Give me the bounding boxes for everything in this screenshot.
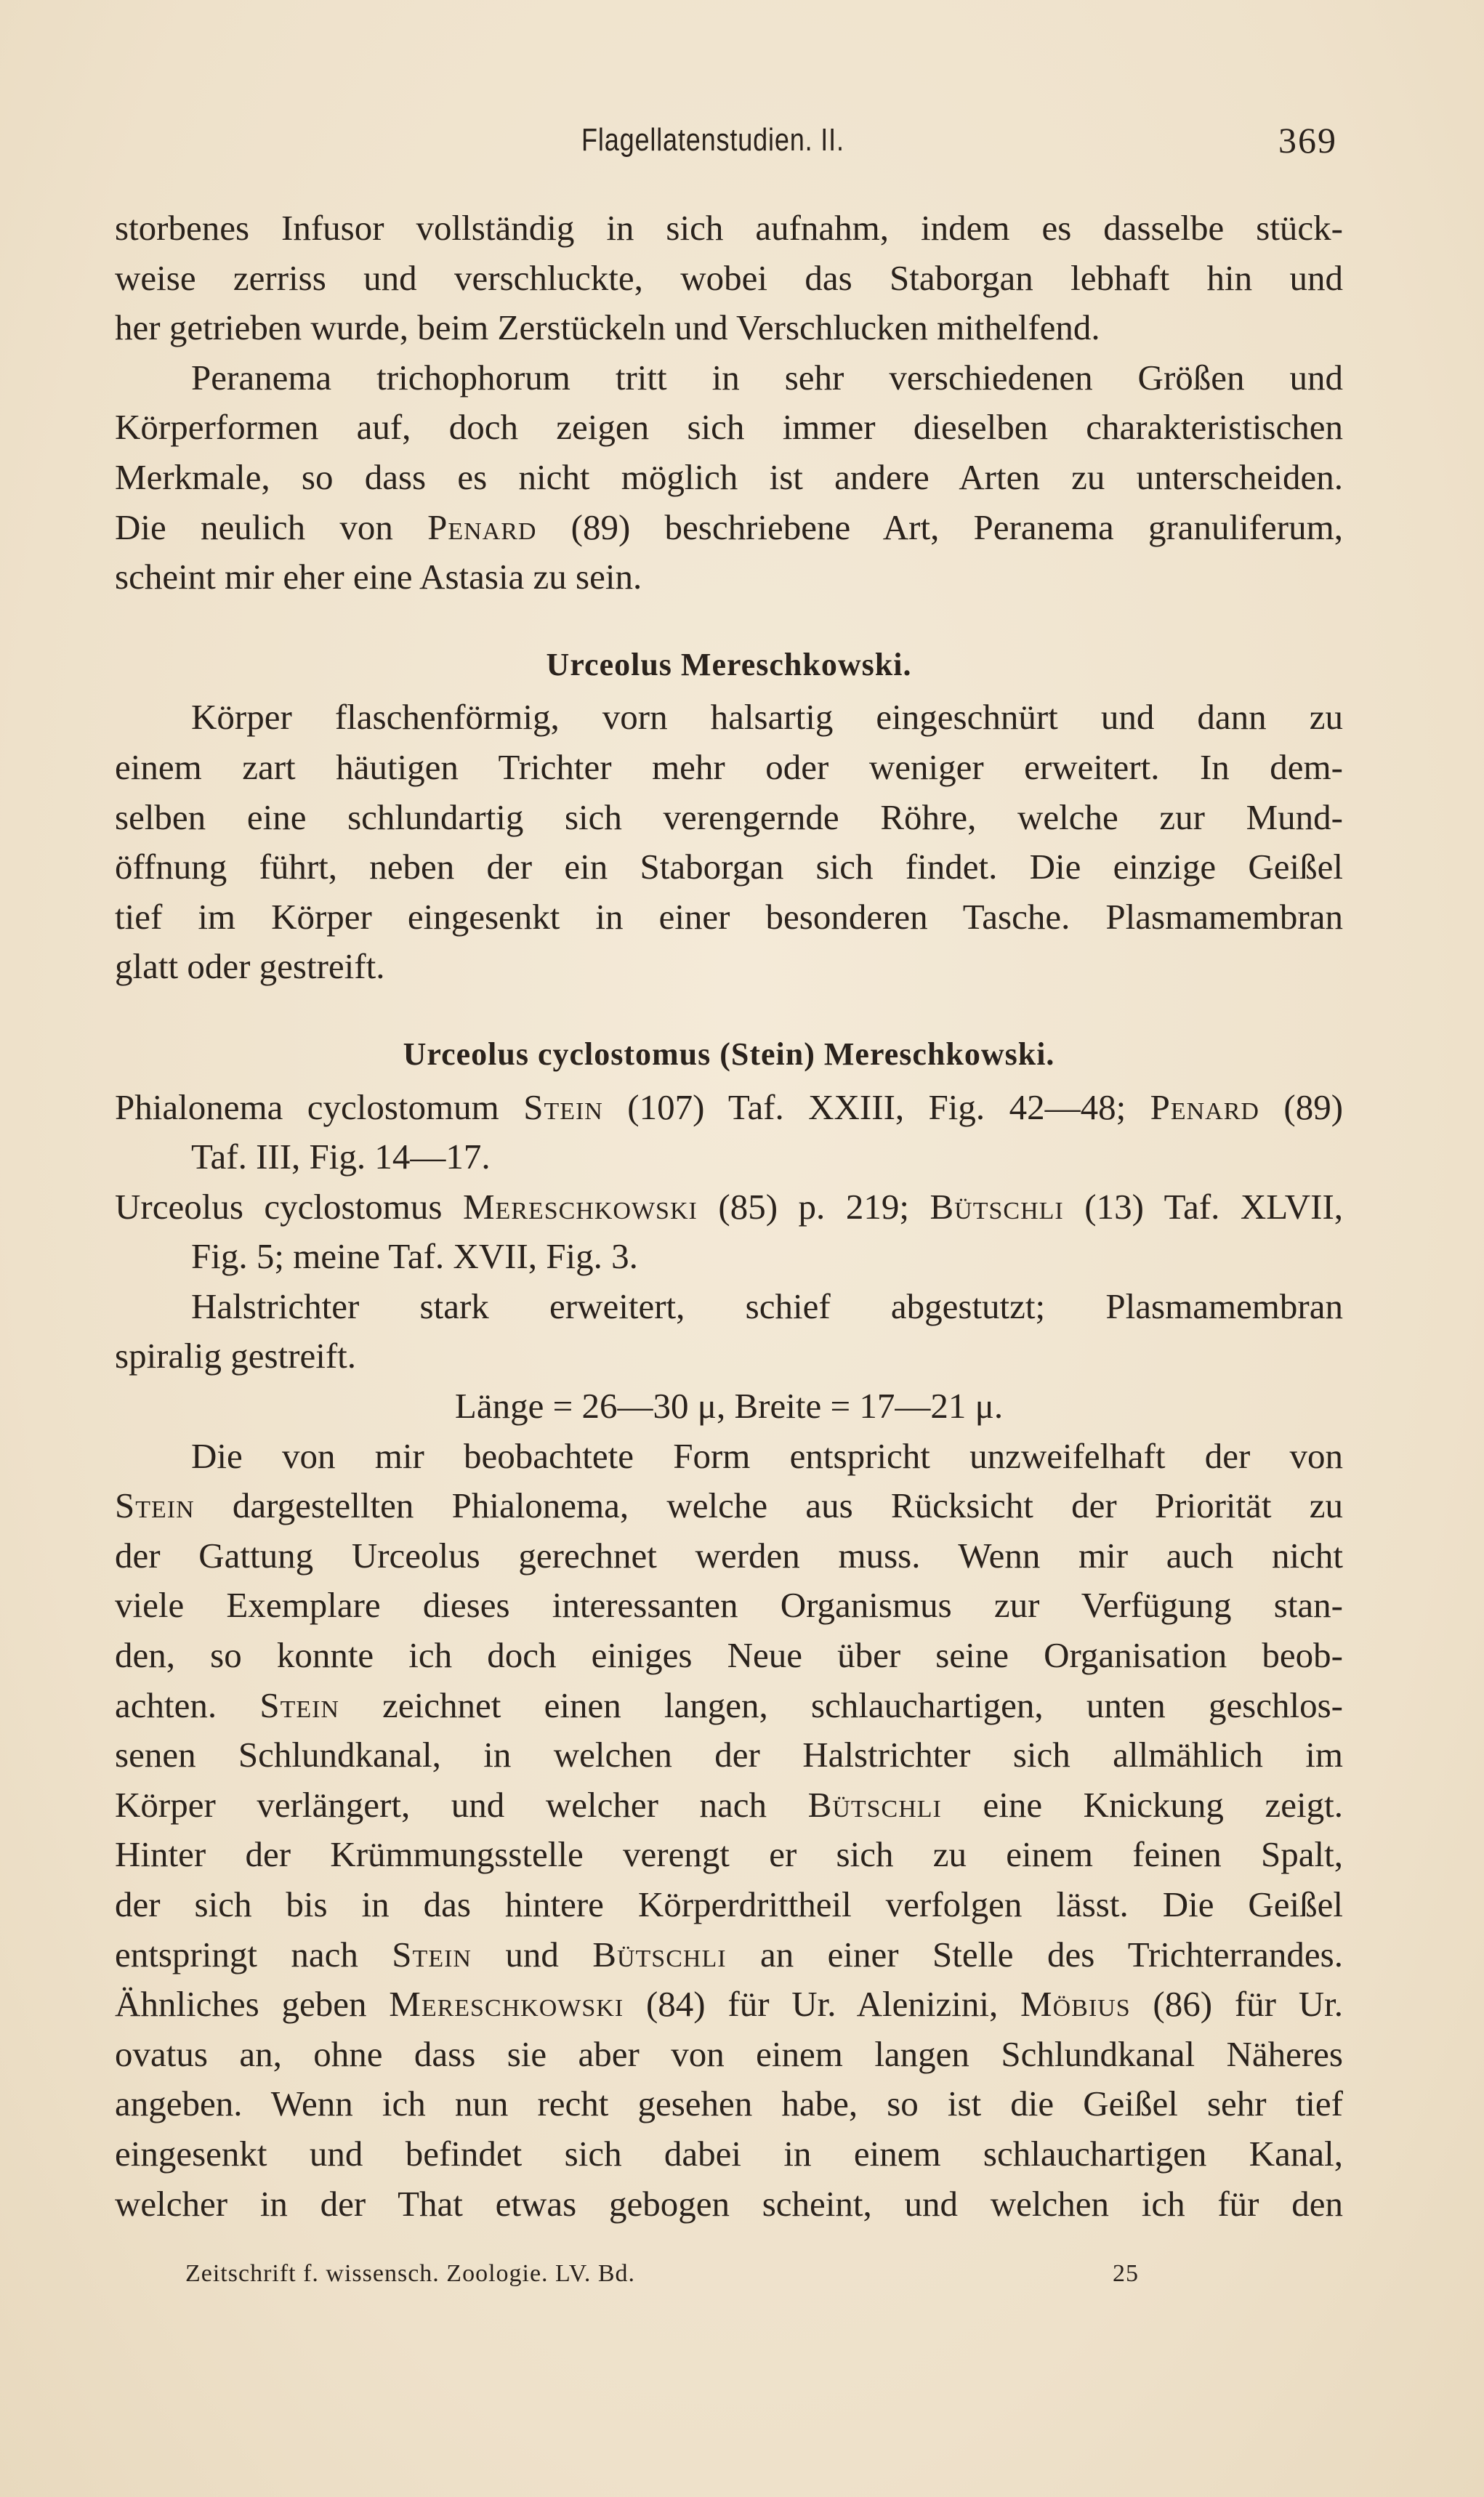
text-run: achten. — [115, 1685, 260, 1725]
author-name: Stein — [392, 1934, 472, 1974]
text-line: den, so konnte ich doch einiges Neue über seine Organisation beob- — [115, 1635, 1343, 1676]
text-line: glatt oder gestreift. — [115, 946, 385, 987]
author-name: Stein — [259, 1685, 339, 1725]
measurements: Länge = 26—30 μ, Breite = 17—21 μ. — [454, 1386, 1004, 1427]
text-line — [115, 1980, 1343, 2030]
synonymy-line — [115, 1083, 1343, 1133]
synonymy-line: Taf. III, Fig. 14—17. — [191, 1137, 491, 1177]
text-run: Körper verlängert, und welcher nach — [115, 1784, 808, 1825]
running-head — [109, 122, 1337, 173]
journal-title: Zeitschrift f. wissensch. Zoologie. LV. Bd. — [185, 2260, 636, 2287]
text-line: selben eine schlundartig sich verengernde Röhre, welche zur Mund- — [115, 796, 1343, 837]
body-text — [115, 203, 1343, 2229]
text-line: her getrieben wurde, beim Zerstückeln und Verschlucken mithelfend. — [115, 307, 1100, 348]
text-line: Hinter der Krümmungsstelle verengt er sich zu einem feinen Spalt, — [115, 1834, 1343, 1875]
text-line: welcher in der That etwas gebogen scheint, und welchen ich für den — [115, 2183, 1343, 2224]
author-name: Mereschkowski — [462, 1186, 698, 1227]
text-line: Halstrichter stark erweitert, schief abgestutzt; Plasmamembran — [191, 1286, 1343, 1326]
page-footer — [185, 2260, 1203, 2304]
text-run: (86) für Ur. — [1130, 1984, 1343, 2025]
species-heading: Urceolus cyclostomus (Stein) Mereschkowski. — [403, 1036, 1055, 1072]
author-name: Stein — [115, 1485, 195, 1526]
text-run: (13) Taf. XLVII, — [1063, 1186, 1344, 1227]
text-line — [115, 1930, 1343, 1980]
text-run: (89) beschriebene Art, Peranema granuliferum, — [536, 507, 1343, 547]
text-line: ovatus an, ohne dass sie aber von einem langen Schlundkanal Näheres — [115, 2033, 1343, 2074]
text-run: (89) — [1259, 1086, 1344, 1127]
text-line: Körper flaschenförmig, vorn halsartig eingeschnürt und dann zu — [191, 697, 1343, 738]
synonymy-line — [115, 1182, 1343, 1233]
page-number: 369 — [1278, 120, 1337, 161]
text-line: Körperformen auf, doch zeigen sich immer dieselben charakteristischen — [115, 407, 1343, 448]
text-line: der sich bis in das hintere Körperdrittheil verfolgen lässt. Die Geißel — [115, 1884, 1343, 1924]
author-name: Möbius — [1020, 1984, 1131, 2025]
text-run: Ähnliches geben — [115, 1984, 390, 2025]
text-line: viele Exemplare dieses interessanten Organismus zur Verfügung stan- — [115, 1585, 1343, 1626]
synonymy-line: Fig. 5; meine Taf. XVII, Fig. 3. — [191, 1236, 638, 1277]
genus-heading: Urceolus Mereschkowski. — [546, 646, 912, 682]
author-name: Mereschkowski — [389, 1984, 624, 2025]
text-run: entspringt nach — [115, 1934, 392, 1974]
text-line: storbenes Infusor vollständig in sich aufnahm, indem es dasselbe stück- — [115, 208, 1343, 248]
text-line — [115, 1681, 1343, 1731]
author-name: Penard — [427, 507, 537, 547]
author-name: Bütschli — [807, 1784, 942, 1825]
text-line: spiralig gestreift. — [115, 1336, 357, 1376]
text-line — [115, 1481, 1343, 1531]
text-run: zeichnet einen langen, schlauchartigen, unten geschlos- — [339, 1685, 1344, 1725]
author-name: Stein — [523, 1086, 603, 1127]
text-run: Phialonema cyclostomum — [115, 1086, 524, 1127]
text-line: weise zerriss und verschluckte, wobei das Staborgan lebhaft hin und — [115, 257, 1343, 298]
text-line: eingesenkt und befindet sich dabei in einem schlauchartigen Kanal, — [115, 2133, 1343, 2174]
text-run: Urceolus cyclostomus — [115, 1186, 463, 1227]
text-line: Merkmale, so dass es nicht möglich ist andere Arten zu unterscheiden. — [115, 456, 1343, 497]
text-line: angeben. Wenn ich nun recht gesehen habe, so ist die Geißel sehr tief — [115, 2083, 1343, 2124]
text-line — [115, 1780, 1343, 1831]
author-name: Bütschli — [592, 1934, 727, 1974]
text-line — [115, 503, 1343, 553]
author-name: Penard — [1150, 1086, 1259, 1127]
text-line: scheint mir eher eine Astasia zu sein. — [115, 557, 642, 597]
text-line: tief im Körper eingesenkt in einer besonderen Tasche. Plasmamembran — [115, 896, 1343, 937]
text-line: einem zart häutigen Trichter mehr oder weniger erweitert. In dem- — [115, 746, 1343, 787]
text-run: an einer Stelle des Trichterrandes. — [726, 1934, 1343, 1974]
running-title: Flagellatenstudien. II. — [581, 122, 844, 158]
text-run: (84) für Ur. Alenizini, — [624, 1984, 1021, 2025]
text-run: dargestellten Phialonema, welche aus Rücksicht der Priorität zu — [194, 1485, 1343, 1526]
text-run: eine Knickung zeigt. — [941, 1784, 1343, 1825]
text-run: (85) p. 219; — [697, 1186, 930, 1227]
text-line: Peranema trichophorum tritt in sehr verschiedenen Größen und — [191, 357, 1343, 398]
text-line: senen Schlundkanal, in welchen der Halstrichter sich allmählich im — [115, 1735, 1343, 1775]
text-line: der Gattung Urceolus gerechnet werden muss. Wenn mir auch nicht — [115, 1535, 1343, 1576]
signature-mark: 25 — [1113, 2260, 1139, 2287]
text-run: und — [471, 1934, 593, 1974]
text-run: Die neulich von — [115, 507, 428, 547]
text-line: öffnung führt, neben der ein Staborgan sich findet. Die einzige Geißel — [115, 847, 1343, 887]
text-line: Die von mir beobachtete Form entspricht unzweifelhaft der von — [191, 1435, 1343, 1476]
text-run: (107) Taf. XXIII, Fig. 42—48; — [602, 1086, 1150, 1127]
author-name: Bütschli — [929, 1186, 1064, 1227]
